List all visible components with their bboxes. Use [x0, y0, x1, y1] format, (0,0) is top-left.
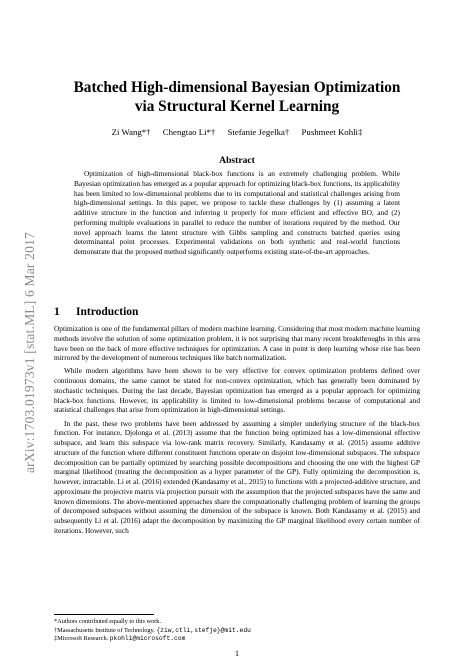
footnote-microsoft-label: ‡Microsoft Research. [54, 635, 110, 643]
footnote-mit [54, 627, 420, 636]
abstract-text: Optimization of high-dimensional black-box functions is an extremely challenging problem. While Bayesian optimization has emerged as a popular approach for optimizing black-box functions, its applicability has been limited to low-dimensional problems due to its computational and statistical challenges arising from high-dimensional settings. In this paper, we propose to tackle these challenges by (1) assuming a latent additive structure in the function and inferring it properly for more efficient and effective BO, and (2) performing multiple evaluations in parallel to reduce the number of iterations required by the method. Our novel approach learns the latent structure with Gibbs sampling and constructs batched queries using determinantal point processes. Experimental validations on both synthetic and real-world functions demonstrate that the proposed method significantly outperforms existing state-of-the-art approaches. [74, 169, 400, 256]
abstract-body [74, 169, 400, 257]
title-line-1: Batched High-dimensional Bayesian Optimization [73, 79, 401, 96]
paragraph: In the past, these two problems have been addressed by assuming a simpler underlying structure of the black-box function. For instance, Djolonga et al. (2013) assume that the function being optimized has a low-dimensional effective subspace, and learn this subspace via low-rank matrix recovery. Similarly, Kandasamy et al. (2015) assume additive structure of the function where different constituent functions operate on disjoint low-dimensional subspaces. The subspace decomposition can be partially optimized by searching possible decompositions and choosing the one with the highest GP marginal likelihood (treating the decomposition as a hyper parameter of the GP). Fully optimizing the decomposition is, however, intractable. Li et al. (2016) extended (Kandasamy et al., 2015) to functions with a projected-additive structure, and approximate the projective matrix via projection pursuit with the assumption that the projected subspaces have the same and known dimensions. The above-mentioned approaches share the computationally challenging problem of learning the groups of decomposed subspaces without assuming the dimension of the subspace is known. Both Kandasamy et al. (2015) and subsequently Li et al. (2016) adapt the decomposition by maximizing the GP marginal likelihood every certain number of iterations. However, such [54, 418, 420, 535]
page-number: 1 [235, 649, 239, 658]
author-name: Pushmeet Kohli‡ [301, 127, 363, 137]
microsoft-email: pkohli@microsoft.com [109, 635, 186, 643]
introduction-body [54, 324, 420, 539]
footnote-rule [54, 614, 154, 615]
author-list [40, 127, 434, 137]
author-name: Stefanie Jegelka† [227, 127, 290, 137]
section-number: 1 [54, 306, 60, 318]
arxiv-identifier-text: arXiv:1703.01973v1 [stat.ML] 6 Mar 2017 [22, 232, 37, 474]
author-name: Chengtao Li*† [162, 127, 216, 137]
paper-title [40, 78, 434, 116]
section-title: Introduction [76, 306, 139, 318]
footnote-microsoft [54, 635, 420, 644]
footnote-equal-contribution: *Authors contributed equally to this work. [54, 618, 162, 625]
abstract-heading: Abstract [219, 155, 255, 166]
footnote-mit-label: †Massachusetts Institute of Technology. [54, 626, 157, 634]
author-name: Zi Wang*† [111, 127, 151, 137]
paragraph: While modern algorithms have been shown to be very effective for convex optimization problems defined over continuous domains, the same cannot be stated for non-convex optimization, which has generally been dominated by stochastic techniques. During the last decade, Bayesian optimization has emerged as a popular approach for optimizing black-box functions. However, its applicability is limited to low-dimensional problems because of computational and statistical challenges that arise from optimization in high-dimensional settings. [54, 366, 420, 415]
mit-email: {ziw,ctli,stefje}@mit.edu [156, 626, 251, 634]
arxiv-side-identifier [0, 0, 40, 670]
paragraph: Optimization is one of the fundamental pillars of modern machine learning. Considering that most modern machine learning methods involve the solution of some optimization problem, it is not surprising that many recent breakthroughs in this area have been on the back of more effective techniques for optimization. A case in point is deep learning whose rise has been mirrored by the development of numerous techniques like batch normalization. [54, 324, 420, 363]
section-heading [54, 306, 138, 318]
title-line-2: via Structural Kernel Learning [134, 98, 340, 115]
footnotes [54, 618, 420, 644]
